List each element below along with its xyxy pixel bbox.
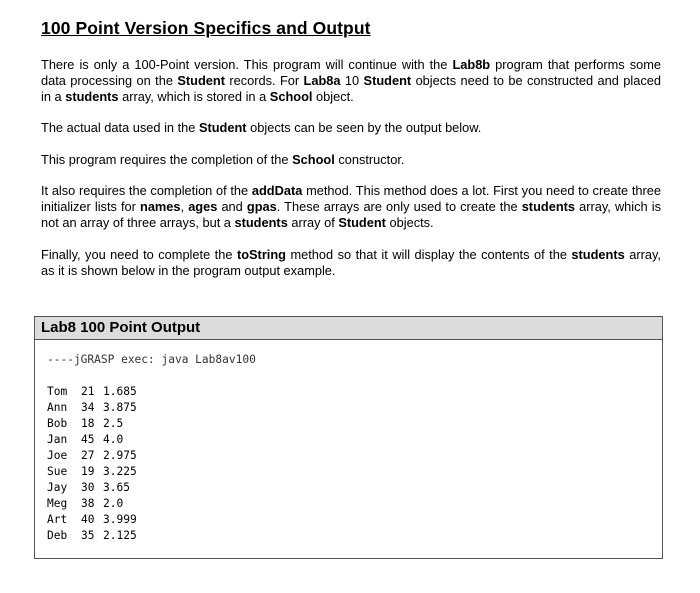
bold-term: Student: [338, 215, 386, 230]
bold-term: students: [65, 89, 119, 104]
student-gpa: 3.225: [103, 465, 137, 478]
paragraph-tostring: [41, 247, 661, 279]
text-run: Finally, you need to complete the: [41, 247, 237, 262]
text-run: This program requires the completion of the: [41, 152, 293, 167]
student-name: Tom: [47, 385, 68, 398]
student-age: 19: [81, 465, 95, 478]
student-gpa: 2.975: [103, 449, 137, 462]
text-run: records. For: [224, 73, 304, 88]
text-run: It also requires the completion of the: [41, 183, 252, 198]
bold-term: gpas: [246, 199, 277, 214]
text-run: program that performs some data processing on the: [41, 57, 661, 88]
text-run: ,: [180, 199, 189, 214]
student-age: 40: [81, 513, 95, 526]
text-run: constructor.: [334, 152, 405, 167]
student-rows: [47, 384, 662, 544]
bold-term: addData: [251, 183, 303, 198]
bold-term: School: [292, 152, 335, 167]
text-run: method. This method does a lot. First you need to create three initializer lists for: [41, 183, 661, 214]
student-name: Bob: [47, 417, 68, 430]
bold-term: Student: [198, 120, 247, 135]
student-gpa: 1.685: [103, 385, 137, 398]
student-name: Meg: [47, 497, 68, 510]
output-row: [47, 496, 662, 512]
student-gpa: 3.875: [103, 401, 137, 414]
output-row: [47, 432, 662, 448]
student-name: Jan: [47, 433, 68, 446]
bold-term: students: [521, 199, 576, 214]
console-output: [35, 352, 662, 544]
bold-term: Student: [363, 73, 412, 88]
paragraph-constructor: [41, 152, 661, 168]
student-name: Sue: [47, 465, 68, 478]
text-run: and: [217, 199, 247, 214]
text-run: objects can be seen by the output below.: [246, 120, 482, 135]
output-row: [47, 416, 662, 432]
page-title: 100 Point Version Specifics and Output: [41, 18, 371, 38]
student-name: Deb: [47, 529, 68, 542]
output-row: [47, 448, 662, 464]
bold-term: students: [571, 247, 625, 262]
student-gpa: 4.0: [103, 433, 124, 446]
student-age: 18: [81, 417, 95, 430]
student-gpa: 2.5: [103, 417, 124, 430]
output-row: [47, 384, 662, 400]
bold-term: Lab8a: [303, 73, 341, 88]
text-run: array of: [287, 215, 339, 230]
output-row: [47, 480, 662, 496]
text-run: The actual data used in the: [41, 120, 199, 135]
student-name: Jay: [47, 481, 68, 494]
paragraph-intro: [41, 57, 661, 105]
text-run: array, which is not an array of three arrays, but a: [41, 199, 661, 230]
text-run: . These arrays are only used to create the: [276, 199, 522, 214]
bold-term: School: [269, 89, 313, 104]
bold-term: students: [234, 215, 288, 230]
bold-term: names: [140, 199, 181, 214]
bold-term: Lab8b: [452, 57, 491, 72]
bold-term: Student: [177, 73, 225, 88]
student-name: Ann: [47, 401, 68, 414]
text-run: objects.: [385, 215, 434, 230]
exec-line: ----jGRASP exec: java Lab8av100: [47, 353, 256, 366]
student-age: 30: [81, 481, 95, 494]
paragraph-adddata: [41, 183, 661, 231]
output-row: [47, 400, 662, 416]
text-run: method so that it will display the contents of the: [285, 247, 572, 262]
bold-term: ages: [188, 199, 218, 214]
paragraph-data-note: [41, 120, 661, 136]
text-run: 10: [340, 73, 364, 88]
text-run: array, as it is shown below in the program output example.: [41, 247, 661, 278]
output-row: [47, 512, 662, 528]
student-age: 27: [81, 449, 95, 462]
output-row: [47, 464, 662, 480]
student-gpa: 3.999: [103, 513, 137, 526]
output-box: [34, 316, 663, 559]
student-gpa: 2.0: [103, 497, 124, 510]
student-age: 34: [81, 401, 95, 414]
student-age: 21: [81, 385, 95, 398]
text-run: object.: [312, 89, 354, 104]
student-gpa: 3.65: [103, 481, 130, 494]
student-gpa: 2.125: [103, 529, 137, 542]
text-run: array, which is stored in a: [118, 89, 270, 104]
student-age: 45: [81, 433, 95, 446]
bold-term: toString: [236, 247, 286, 262]
output-box-title: Lab8 100 Point Output: [35, 317, 662, 340]
student-name: Joe: [47, 449, 68, 462]
student-age: 38: [81, 497, 95, 510]
student-age: 35: [81, 529, 95, 542]
text-run: objects need to be constructed and placed in a: [41, 73, 661, 104]
output-row: [47, 528, 662, 544]
text-run: There is only a 100-Point version. This program will continue with the: [41, 57, 453, 72]
student-name: Art: [47, 513, 68, 526]
